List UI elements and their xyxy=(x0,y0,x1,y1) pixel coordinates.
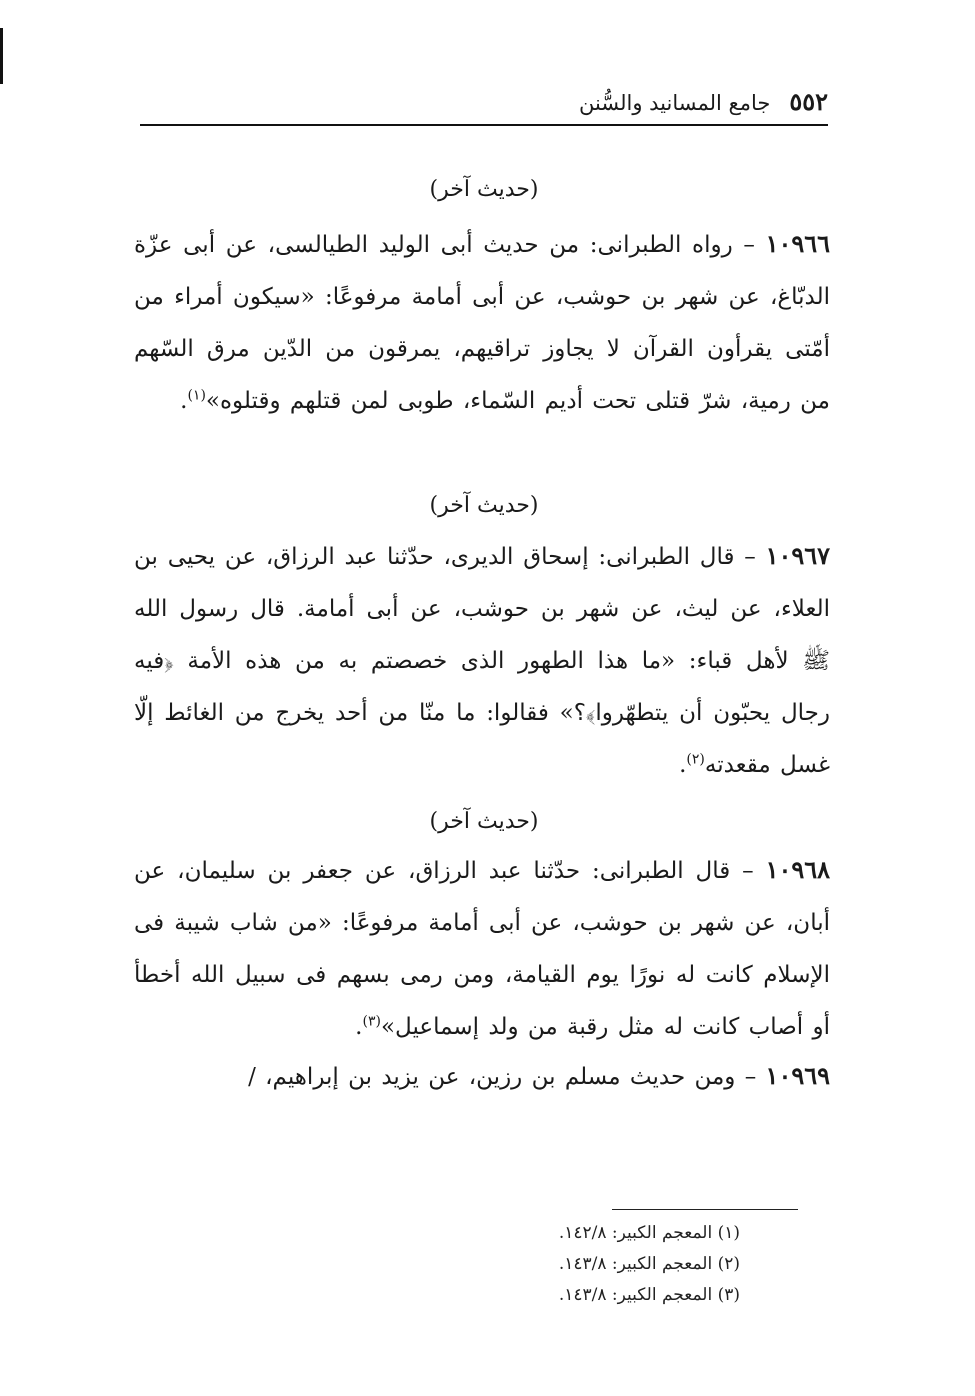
section-heading: (حديث آخر) xyxy=(429,493,539,518)
hadith-text: – رواه الطبرانى: من حديث أبى الوليد الطيالسى، عن أبى عزّة الدبّاغ، عن شهر بن حوشب، عن أبى أمامة مرفوعًا: «سيكون أمراء من أمّتى يقرأون القرآن لا يجاوز تراقيهم، يمرقون من الدّين مرق السّهم من رمية، شرّ قتلى تحت أديم السّماء، طوبى لمن قتلهم وقتلوه» xyxy=(134,232,830,414)
hadith-number: ١٠٩٦٧ xyxy=(765,541,831,570)
sentence-end: . xyxy=(355,1014,363,1040)
margin-scan-mark xyxy=(0,28,3,84)
hadith-text: – قال الطبرانى: إسحاق الديرى، حدّثنا عبد الرزاق، عن يحيى بن العلاء، عن ليث، عن شهر بن حوشب، عن أبى أمامة. قال رسول الله ﷺ لأهل قباء: «ما هذا الطهور الذى خصصتم به من هذه الأمة ﴿فيه رجال يحبّون أن يتطهّروا﴾؟» فقالوا: ما منّا من أحد يخرج من الغائط إلّا غسل مقعدته xyxy=(134,544,830,778)
footnote-1: (١) المعجم الكبير: ١٤٢/٨. xyxy=(558,1223,740,1243)
running-title: جامع المسانيد والسُّنن xyxy=(579,91,771,115)
footnotes xyxy=(440,1218,740,1311)
hadith-paragraph xyxy=(134,218,830,427)
hadith-number: ١٠٩٦٨ xyxy=(765,855,831,884)
header-rule xyxy=(140,124,828,126)
footnote-reference: (١) xyxy=(187,387,206,404)
hadith-number: ١٠٩٦٦ xyxy=(765,229,831,258)
footnote-reference: (٢) xyxy=(686,751,705,768)
section-heading: (حديث آخر) xyxy=(429,177,539,202)
hadith-paragraph xyxy=(134,530,830,791)
footnote-2: (٢) المعجم الكبير: ١٤٣/٨. xyxy=(558,1254,740,1274)
sentence-end: . xyxy=(679,752,687,778)
footnote-3: (٣) المعجم الكبير: ١٤٣/٨. xyxy=(558,1285,740,1305)
footnote-rule xyxy=(612,1209,798,1210)
page-number: ٥٥٢ xyxy=(789,87,828,116)
section-heading: (حديث آخر) xyxy=(429,809,539,834)
hadith-paragraph xyxy=(134,844,830,1053)
sentence-end: . xyxy=(180,388,188,414)
footnote-reference: (٣) xyxy=(362,1013,381,1030)
hadith-text: – قال الطبرانى: حدّثنا عبد الرزاق، عن جعفر بن سليمان، عن أبان، عن شهر بن حوشب، عن أبى أمامة مرفوعًا: «من شاب شيبة فى الإسلام كانت له نورًا يوم القيامة، ومن رمى بسهم فى سبيل الله أخطأ أو أصاب كانت له مثل رقبة من ولد إسماعيل» xyxy=(134,858,830,1040)
hadith-number: ١٠٩٦٩ xyxy=(765,1061,830,1090)
running-header xyxy=(140,82,828,124)
hadith-text: – ومن حديث مسلم بن رزين، عن يزيد بن إبراهيم، / xyxy=(248,1064,757,1090)
hadith-paragraph xyxy=(134,1050,830,1103)
